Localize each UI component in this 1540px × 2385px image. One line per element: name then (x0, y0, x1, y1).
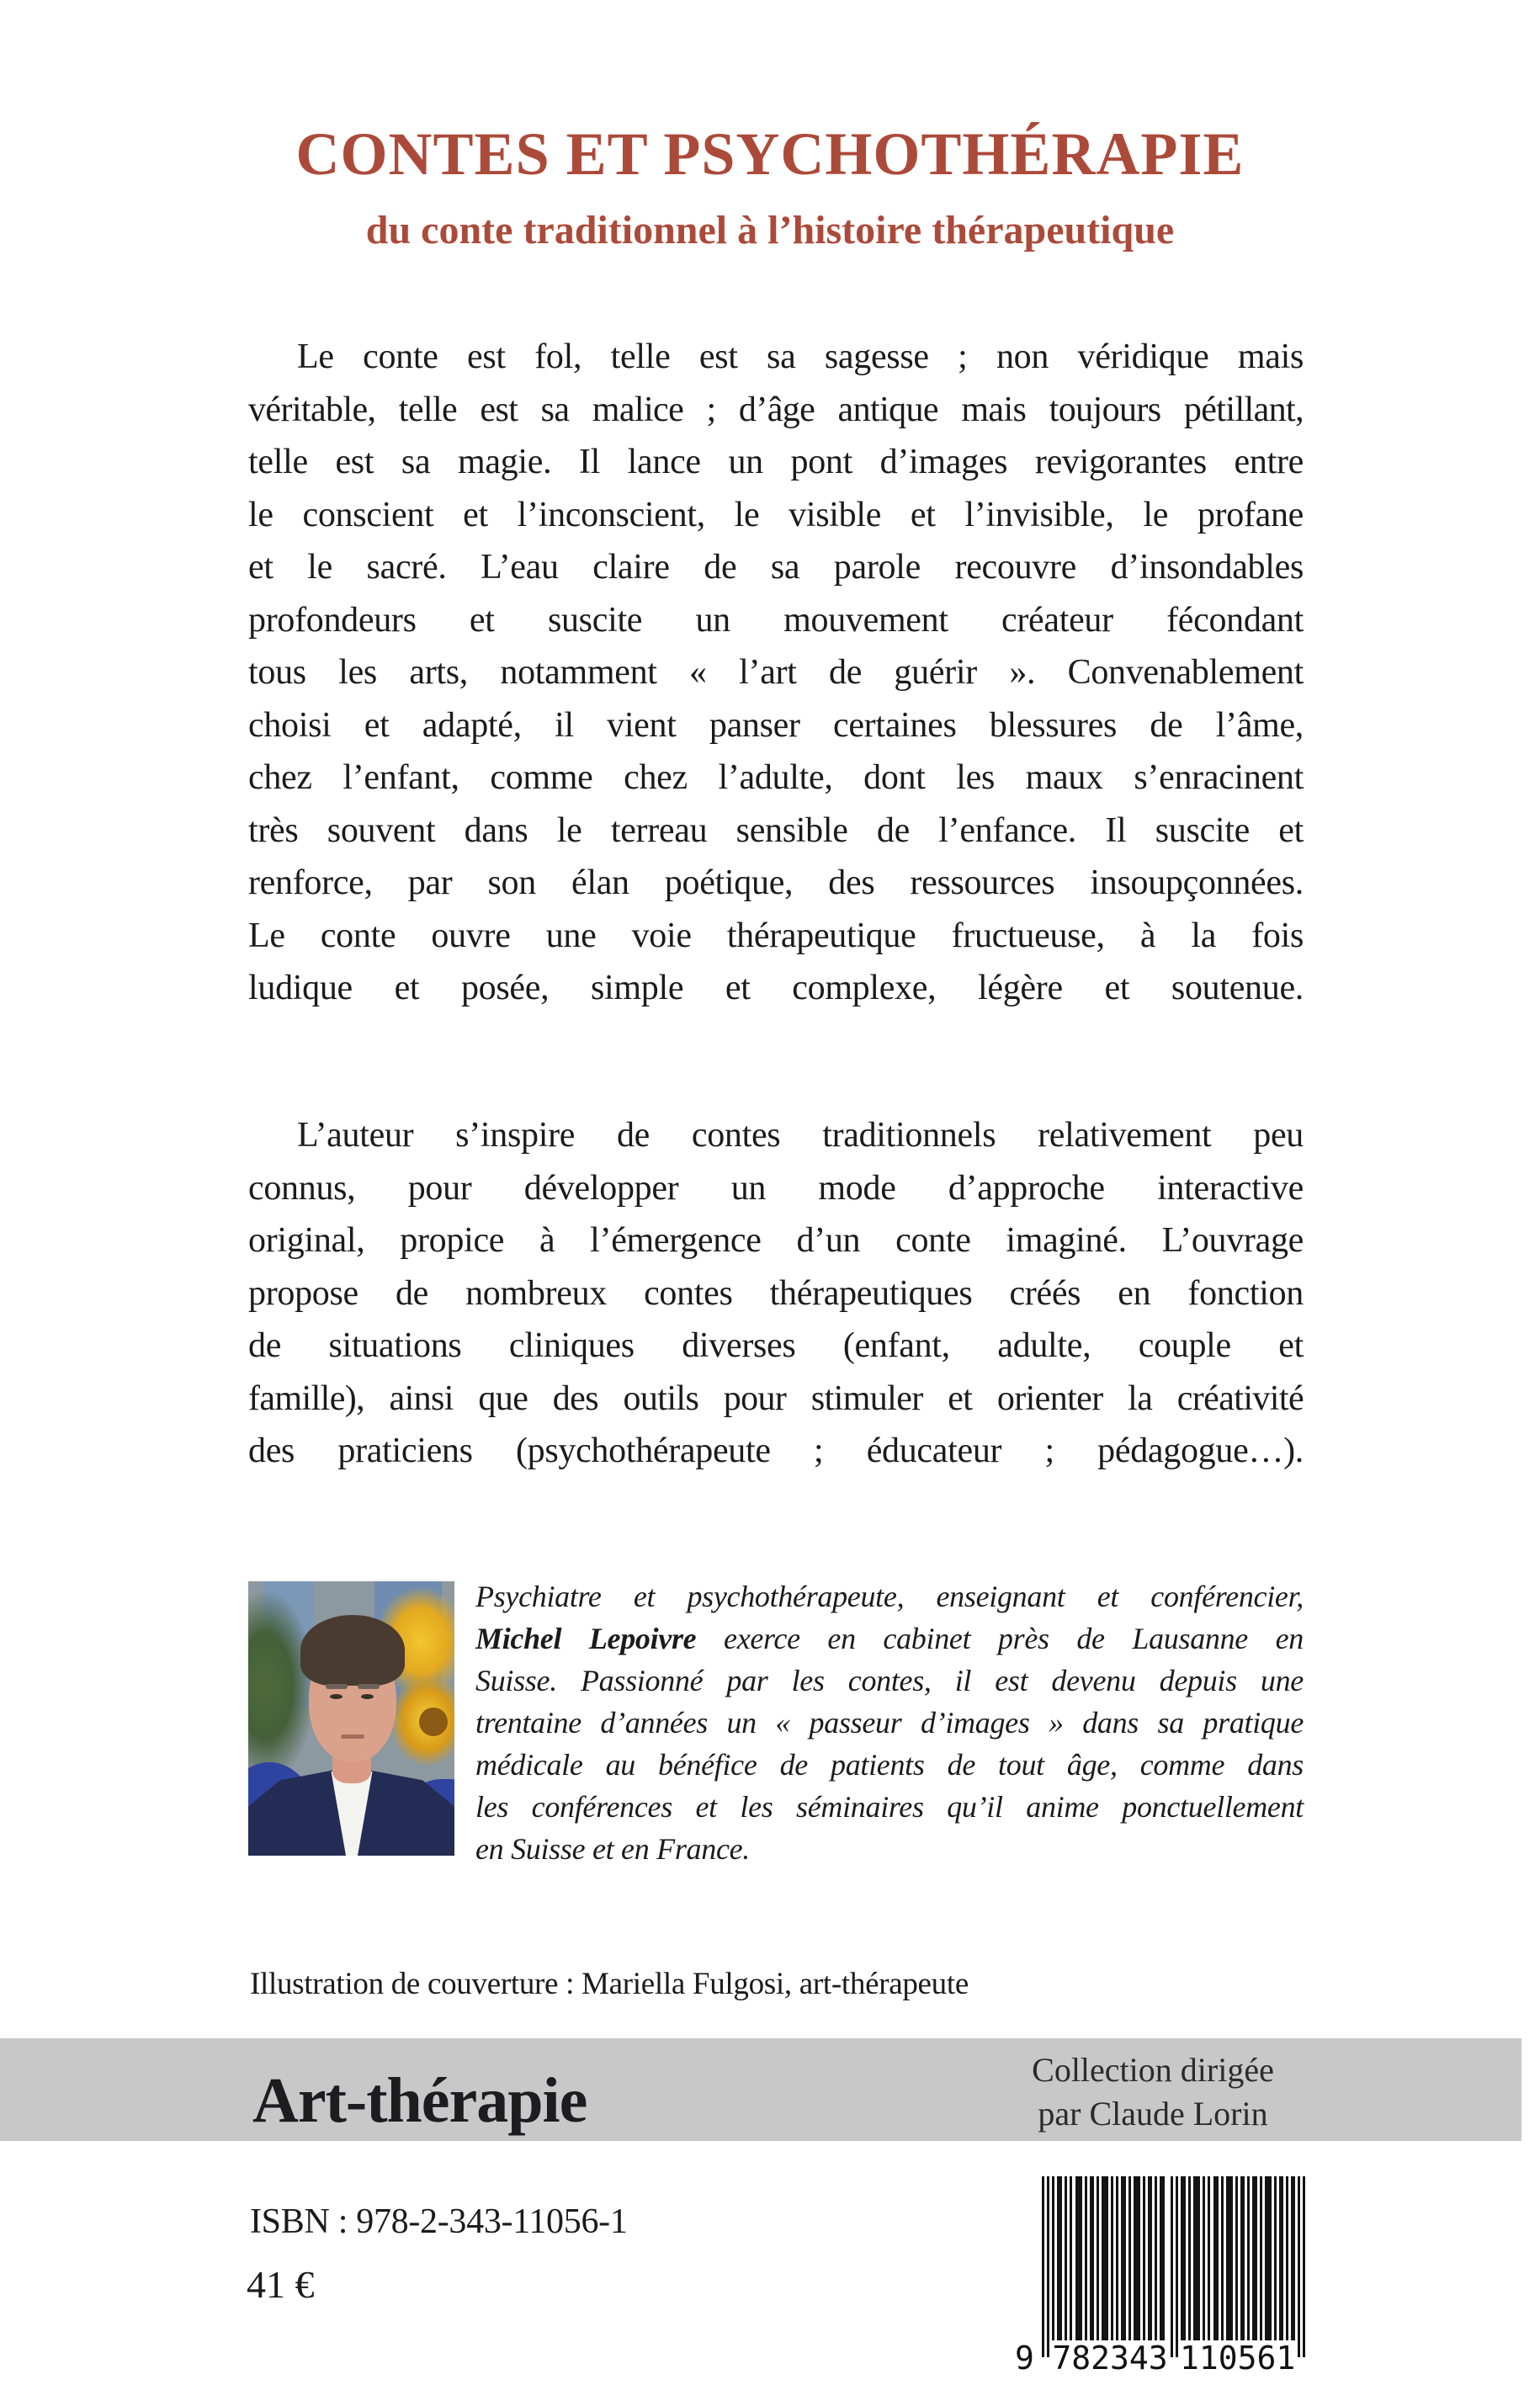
text-line: véritable, telle est sa malice ; d’âge antique mais toujours pétillant, (248, 390, 1304, 429)
barcode-bars (1042, 2176, 1305, 2361)
text-line: L’auteur s’inspire de contes traditionnels relativement peu (297, 1116, 1304, 1155)
text-line: médicale au bénéfice de patients de tout âge, comme dans (475, 1748, 1304, 1782)
price: 41 € (247, 2263, 315, 2306)
collection-director (993, 2048, 1313, 2136)
photo-eye (361, 1694, 374, 1699)
text-line: propose de nombreux contes thérapeutiques créés en fonction (248, 1273, 1304, 1313)
text-line: des praticiens (psychothérapeute ; éducateur ; pédagogue…). (248, 1432, 1304, 1470)
text-line: très souvent dans le terreau sensible de l’enfance. Il suscite et (248, 810, 1304, 850)
text-line: en Suisse et en France. (475, 1832, 750, 1866)
barcode-lead-digit: 9 (1015, 2340, 1034, 2377)
cover-illustration-credit: Illustration de couverture : Mariella Fulgosi, art-thérapeute (250, 1967, 969, 2001)
text-line: ludique et posée, simple et complexe, légère et soutenue. (248, 969, 1304, 1007)
text-line: original, propice à l’émergence d’un conte imaginé. L’ouvrage (248, 1221, 1304, 1260)
photo-eyebrow (358, 1684, 380, 1689)
author-bio (475, 1575, 1304, 1870)
blurb-paragraph-2 (248, 1109, 1304, 1478)
text-line: Le conte ouvre une voie thérapeutique fructueuse, à la fois (248, 916, 1304, 955)
ean13-barcode (1015, 2176, 1305, 2382)
blurb-paragraph-1 (248, 331, 1304, 1015)
text-line: connus, pour développer un mode d’approche interactive (248, 1168, 1304, 1208)
photo-eye (330, 1694, 343, 1699)
collection-director-line2: par Claude Lorin (1038, 2095, 1268, 2133)
barcode-digits-group1: 782343 (1052, 2340, 1168, 2377)
text-line: Le conte est fol, telle est sa sagesse ; non véridique mais (297, 337, 1304, 376)
photo-sunflower-core (419, 1708, 448, 1736)
photo-eyebrow (326, 1684, 348, 1689)
text-line: choisi et adapté, il vient panser certaines blessures de l’âme, (248, 705, 1304, 745)
collection-director-line1: Collection dirigée (1032, 2051, 1274, 2089)
book-title: CONTES ET PSYCHOTHÉRAPIE (295, 120, 1245, 188)
text-line: chez l’enfant, comme chez l’adulte, dont les maux s’enracinent (248, 758, 1304, 797)
barcode-digits-group2: 110561 (1180, 2340, 1296, 2377)
text-line: Suisse. Passionné par les contes, il est devenu depuis une (475, 1664, 1304, 1697)
text-line: profondeurs et suscite un mouvement créateur fécondant (248, 600, 1304, 640)
isbn: ISBN : 978-2-343-11056-1 (250, 2202, 628, 2241)
text-line: Michel Lepoivre exerce en cabinet près de Lausanne en (475, 1622, 1304, 1655)
collection-band (0, 2038, 1521, 2141)
author-photo (248, 1581, 454, 1856)
text-line: Psychiatre et psychothérapeute, enseignant et conférencier, (475, 1580, 1304, 1613)
collection-name: Art-thérapie (252, 2065, 587, 2136)
text-line: le conscient et l’inconscient, le visible et l’invisible, le profane (248, 495, 1304, 534)
book-subtitle: du conte traditionnel à l’histoire thérapeutique (365, 208, 1175, 252)
text-line: de situations cliniques diverses (enfant, adulte, couple et (248, 1326, 1304, 1365)
text-line: les conférences et les séminaires qu’il anime ponctuellement (475, 1790, 1304, 1824)
text-line: tous les arts, notamment « l’art de guérir ». Convenablement (248, 653, 1304, 692)
text-line: famille), ainsi que des outils pour stimuler et orienter la créativité (248, 1378, 1304, 1418)
text-line: renforce, par son élan poétique, des ressources insoupçonnées. (248, 863, 1304, 902)
text-line: telle est sa magie. Il lance un pont d’images revigorantes entre (248, 443, 1304, 481)
text-line: et le sacré. L’eau claire de sa parole recouvre d’insondables (248, 548, 1304, 587)
text-line: trentaine d’années un « passeur d’images » dans sa pratique (475, 1706, 1304, 1740)
photo-mouth (341, 1734, 364, 1739)
